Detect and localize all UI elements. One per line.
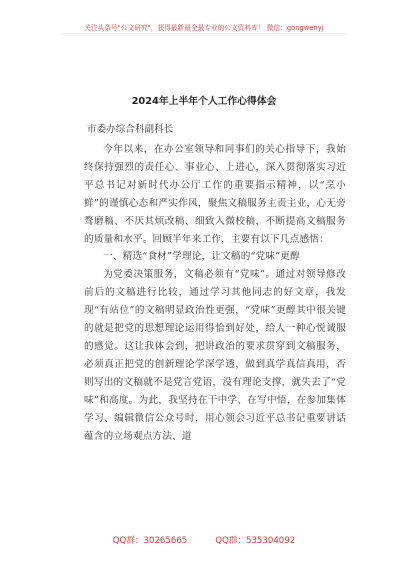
footer-qq-group-1: QQ群：30265665: [112, 536, 188, 546]
document-title: 2024年上半年个人工作心得体会: [131, 96, 277, 107]
document-body: [84, 141, 346, 445]
header-banner: 关注头条号"公文研究"，获得最新最全最专业的公文资料库！ 微信：gongwenyj: [84, 24, 324, 32]
paragraph-intro: 今年以来，在办公室领导和同事们的关心指导下，我始终保持强烈的责任心、事业心、上进心，深入贯彻落实习近平总书记对新时代办公厅工作的重要指示精神，以“烹小鲜”的谨慎心态和严实作风，聚焦文稿服务主责主业，心无旁骛磨稿、不厌其烦改稿、细致入微校稿，不断提高文稿服务的质量和水平。回顾半年来工作，主要有以下几点感悟：: [84, 144, 346, 245]
footer-contact: [0, 534, 408, 546]
paragraph-section-1: 为党委决策服务，文稿必须有“党味”。通过对领导修改前后的文稿进行比较，通过学习其他同志的好文章，我发现“有站位”的文稿明显政治性更强，“党味”更醇其中很关键的就是把党的思想理论运用得恰到好处，给人一种心悦诚服的感觉。这让我体会到，把讲政治的要求贯穿到文稿服务，必须真正把党的创新理论学深学透，做到真学真信真用，否则写出的文稿就不是党言党语，没有理论支撑，就失去了“党味”和高度。为此，我坚持在干中学、在写中悟，在参加集体学习、编辑微信公众号时，用心领会习近平总书记重要讲话蕴含的立场观点方法、道: [84, 269, 346, 442]
author-line: 市委办综合科副科长: [87, 124, 174, 135]
footer-qq-group-2: QQ群：535304092: [215, 536, 296, 546]
header-divider: [62, 33, 346, 34]
section-heading-1: 一、精选“食材”学理论，让文稿的“党味”更醇: [103, 251, 300, 263]
